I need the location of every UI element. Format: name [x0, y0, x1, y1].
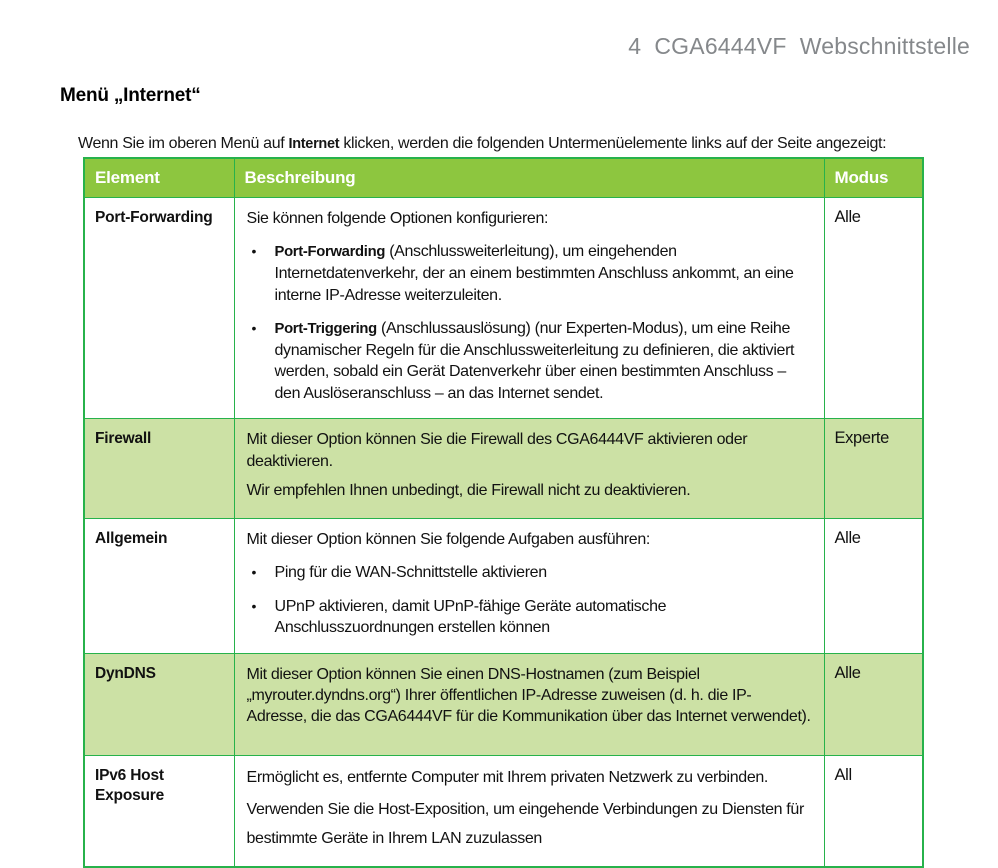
bullet-item [247, 241, 812, 306]
table-body [84, 198, 923, 867]
page-title: Menü „Internet“ [60, 85, 201, 106]
table-row [84, 518, 923, 653]
modus-cell: Alle [824, 518, 923, 653]
element-cell: Port-Forwarding [84, 198, 234, 419]
bullet-term: Port-Forwarding [274, 244, 386, 261]
column-header-modus: Modus [824, 158, 923, 198]
table-row [84, 198, 923, 419]
bullet-item [247, 562, 812, 584]
bullet-icon: • [251, 564, 257, 580]
cell-paragraph: Wir empfehlen Ihnen unbedingt, die Firewall nicht zu deaktivieren. [246, 482, 691, 500]
bullet-text: Port-Forwarding (Anschlussweiterleitung), um eingehenden Internetdatenverkehr, der an einem bestimmten Anschluss ankommt, an eine interne IP-Adresse weiterzuleiten. [274, 243, 794, 304]
bullet-item [247, 596, 812, 639]
element-cell: DynDNS [84, 653, 234, 755]
bullet-icon: • [251, 597, 257, 614]
cell-paragraph: Mit dieser Option können Sie einen DNS-Hostnamen (zum Beispiel „myrouter.dyndns.org“) Ihrer öffentlichen IP-Adresse zuweisen (d. h. die IP-Adresse, die das CGA6444VF für die Kommunikation über das Internet verwendet). [246, 665, 811, 726]
intro-bold-term: Internet [288, 136, 340, 152]
bullet-text: Ping für die WAN-Schnittstelle aktivieren [274, 564, 547, 581]
description-cell [234, 518, 824, 653]
intro-paragraph [78, 135, 978, 153]
cell-paragraph: Verwenden Sie die Host-Exposition, um eingehende Verbindungen zu Diensten für bestimmte Geräte in Ihrem LAN zuzulassen [246, 801, 804, 848]
cell-paragraph: Ermöglicht es, entfernte Computer mit Ihrem privaten Netzwerk zu verbinden. [246, 768, 769, 786]
bullet-term: Port-Triggering [274, 321, 377, 338]
intro-text-prefix: Wenn Sie im oberen Menü auf [78, 135, 289, 152]
internet-menu-table [83, 157, 924, 868]
bullet-text: UPnP aktivieren, damit UPnP-fähige Geräte automatische Anschlusszuordnungen erstellen können [274, 597, 667, 637]
table-row [84, 653, 923, 755]
cell-paragraph: Mit dieser Option können Sie folgende Aufgaben ausführen: [246, 530, 650, 548]
modus-cell: Alle [824, 198, 923, 419]
modus-cell: All [824, 755, 923, 867]
cell-paragraph: Mit dieser Option können Sie die Firewall des CGA6444VF aktivieren oder deaktivieren. [246, 431, 748, 470]
modus-cell: Experte [824, 419, 923, 518]
element-cell: Allgemein [84, 518, 234, 653]
element-cell: IPv6 Host Exposure [84, 755, 234, 867]
description-cell [234, 653, 824, 755]
column-header-beschreibung: Beschreibung [234, 158, 824, 198]
element-cell: Firewall [84, 419, 234, 518]
bullet-icon: • [251, 243, 257, 260]
bullet-text: Port-Triggering (Anschlussauslösung) (nur Experten-Modus), um eine Reihe dynamischer Regeln für die Anschlussweiterleitung zu definieren, die aktiviert werden, sobald ein Gerät Datenverkehr über einen bestimmten Anschluss – den Auslöseranschluss – an das Internet sendet. [274, 320, 795, 402]
table-row [84, 419, 923, 518]
modus-cell: Alle [824, 653, 923, 755]
bullet-icon: • [251, 320, 257, 337]
header-row [84, 158, 923, 198]
column-header-element: Element [84, 158, 234, 198]
running-header: 4 CGA6444VF Webschnittstelle [628, 33, 970, 59]
description-cell [234, 755, 824, 867]
description-cell [234, 198, 824, 419]
table-header [84, 158, 923, 198]
intro-text-suffix: klicken, werden die folgenden Untermenüelemente links auf der Seite angezeigt: [339, 135, 887, 152]
cell-paragraph: Sie können folgende Optionen konfigurieren: [246, 210, 549, 227]
bullet-item [247, 318, 812, 404]
table-row [84, 755, 923, 867]
description-cell [234, 419, 824, 518]
